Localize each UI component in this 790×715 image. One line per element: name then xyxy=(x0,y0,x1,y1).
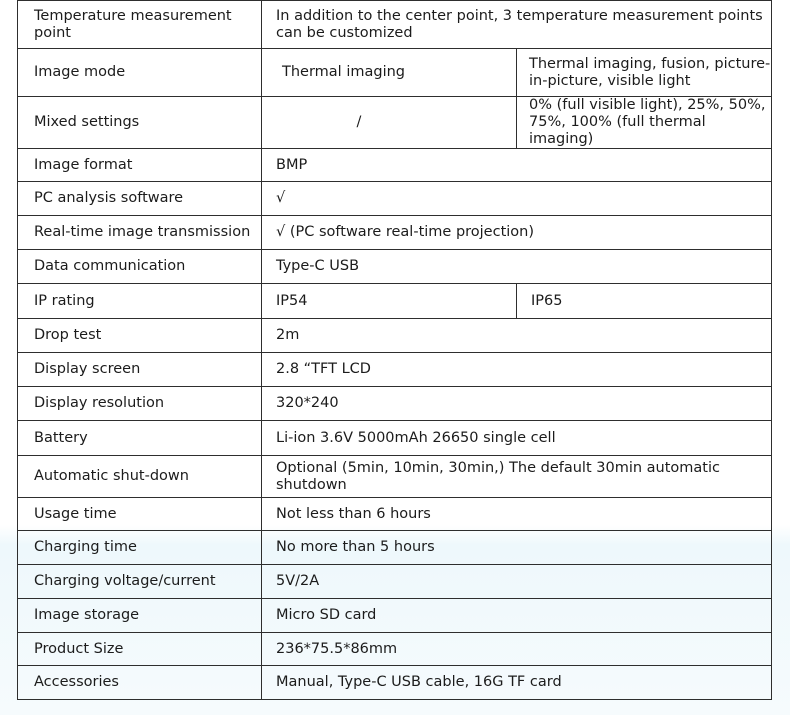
table-row xyxy=(18,1,772,49)
row-value: In addition to the center point, 3 temperature measurement points can be customized xyxy=(262,1,772,49)
row-value: Optional (5min, 10min, 30min,) The default 30min automatic shutdown xyxy=(262,456,772,498)
row-value: Micro SD card xyxy=(262,599,772,633)
table-row xyxy=(18,565,772,599)
row-label: IP rating xyxy=(18,284,262,319)
row-label: Mixed settings xyxy=(18,97,262,149)
row-label: Image storage xyxy=(18,599,262,633)
table-row xyxy=(18,387,772,421)
row-label: Product Size xyxy=(18,633,262,666)
row-value: Not less than 6 hours xyxy=(262,498,772,531)
row-value: √ xyxy=(262,182,772,216)
table-row xyxy=(18,49,772,97)
table-row xyxy=(18,456,772,498)
row-value: 5V/2A xyxy=(262,565,772,599)
table-row xyxy=(18,599,772,633)
row-value: 2m xyxy=(262,319,772,353)
row-label: Image mode xyxy=(18,49,262,97)
table-row xyxy=(18,182,772,216)
table-row xyxy=(18,498,772,531)
table-row xyxy=(18,216,772,250)
row-value-a: IP54 xyxy=(262,284,517,319)
row-value: Manual, Type-C USB cable, 16G TF card xyxy=(262,666,772,700)
row-value: 320*240 xyxy=(262,387,772,421)
row-label: Display screen xyxy=(18,353,262,387)
row-label: Image format xyxy=(18,149,262,182)
table-row xyxy=(18,633,772,666)
row-value-a: Thermal imaging xyxy=(262,49,517,97)
table-row xyxy=(18,421,772,456)
row-label: Accessories xyxy=(18,666,262,700)
table-row xyxy=(18,149,772,182)
row-label: Charging time xyxy=(18,531,262,565)
row-label: Temperature measurement point xyxy=(18,1,262,49)
table-row xyxy=(18,97,772,149)
row-value: 236*75.5*86mm xyxy=(262,633,772,666)
table-row xyxy=(18,250,772,284)
row-label: Battery xyxy=(18,421,262,456)
row-value: √ (PC software real-time projection) xyxy=(262,216,772,250)
row-value: Type-C USB xyxy=(262,250,772,284)
row-label: Automatic shut-down xyxy=(18,456,262,498)
row-value-b: 0% (full visible light), 25%, 50%, 75%, 100% (full thermal imaging) xyxy=(517,97,772,149)
row-value: No more than 5 hours xyxy=(262,531,772,565)
row-label: PC analysis software xyxy=(18,182,262,216)
table-row xyxy=(18,319,772,353)
row-value: 2.8 “TFT LCD xyxy=(262,353,772,387)
row-value-b: Thermal imaging, fusion, picture-in-picture, visible light xyxy=(517,49,772,97)
row-label: Data communication xyxy=(18,250,262,284)
table-row xyxy=(18,284,772,319)
row-label: Usage time xyxy=(18,498,262,531)
row-label: Charging voltage/current xyxy=(18,565,262,599)
row-value: Li-ion 3.6V 5000mAh 26650 single cell xyxy=(262,421,772,456)
spec-table xyxy=(17,0,772,700)
row-label: Real-time image transmission xyxy=(18,216,262,250)
row-value-a: / xyxy=(262,97,517,149)
row-label: Drop test xyxy=(18,319,262,353)
row-label: Display resolution xyxy=(18,387,262,421)
table-row xyxy=(18,666,772,700)
table-row xyxy=(18,531,772,565)
row-value: BMP xyxy=(262,149,772,182)
table-row xyxy=(18,353,772,387)
row-value-b: IP65 xyxy=(517,284,772,319)
